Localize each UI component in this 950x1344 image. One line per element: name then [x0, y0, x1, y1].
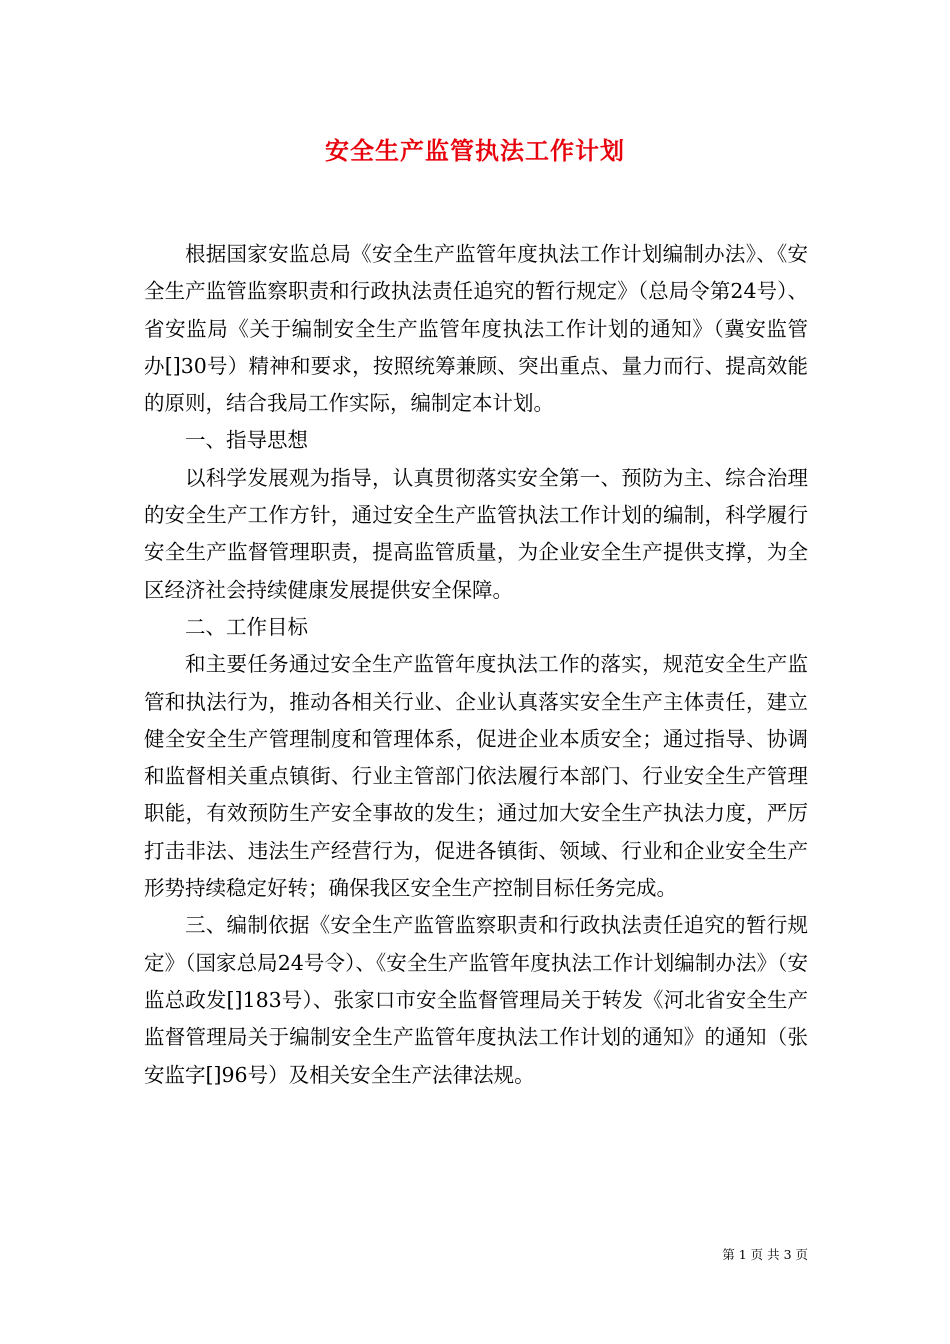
page-number: 第 1 页 共 3 页	[722, 1247, 808, 1262]
document-title: 安全生产监管执法工作计划	[325, 136, 625, 165]
guiding-thought-paragraph: 以科学发展观为指导，认真贯彻落实安全第一、预防为主、综合治理的安全生产工作方针，通过安全生产监管执法工作计划的编制，科学履行安全生产监督管理职责，提高监管质量，为企业安全生产提供支撑，为全区经济社会持续健康发展提供安全保障。	[144, 465, 808, 602]
compilation-basis-paragraph: 三、编制依据《安全生产监管监察职责和行政执法责任追究的暂行规定》（国家总局24号令）、《安全生产监管年度执法工作计划编制办法》（安监总政发[]183号）、张家口市安全监督管理局关于转发《河北省安全生产监督管理局关于编制安全生产监管年度执法工作计划的通知》的通知（张安监字[]96号）及相关安全生产法律法规。	[144, 913, 808, 1087]
intro-paragraph: 根据国家安监总局《安全生产监管年度执法工作计划编制办法》、《安全生产监管监察职责和行政执法责任追究的暂行规定》（总局令第24号）、省安监局《关于编制安全生产监管年度执法工作计划的通知》（冀安监管办[]30号）精神和要求，按照统筹兼顾、突出重点、量力而行、提高效能的原则，结合我局工作实际，编制定本计划。	[144, 242, 808, 416]
section-heading-guiding-thought: 一、指导思想	[185, 428, 308, 453]
work-goals-paragraph: 和主要任务通过安全生产监管年度执法工作的落实，规范安全生产监管和执法行为，推动各相关行业、企业认真落实安全生产主体责任，建立健全安全生产管理制度和管理体系，促进企业本质安全；通过指导、协调和监督相关重点镇街、行业主管部门依法履行本部门、行业安全生产管理职能，有效预防生产安全事故的发生；通过加大安全生产执法力度，严厉打击非法、违法生产经营行为，促进各镇街、领域、行业和企业安全生产形势持续稳定好转；确保我区安全生产控制目标任务完成。	[144, 652, 808, 901]
section-heading-work-goals: 二、工作目标	[185, 614, 308, 639]
document-body	[144, 236, 808, 1094]
